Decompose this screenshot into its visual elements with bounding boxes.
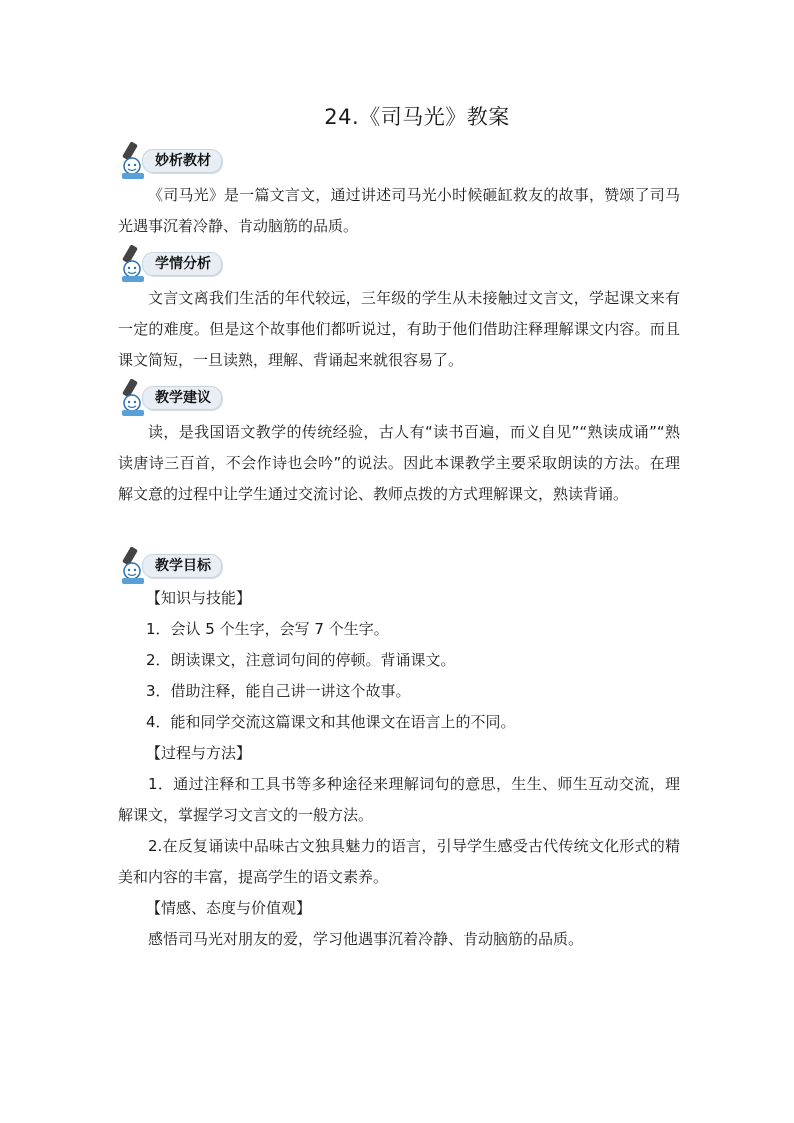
list-item: 4．能和同学交流这篇课文和其他课文在语言上的不同。 bbox=[146, 713, 516, 731]
list-item: 感悟司马光对朋友的爱，学习他遇事沉着冷静、肯动脑筋的品质。 bbox=[148, 930, 584, 948]
section-header bbox=[118, 142, 680, 176]
subhead-knowledge: 【知识与技能】 bbox=[146, 589, 252, 607]
list-item: 1．通过注释和工具书等多种途径来理解词句的意思，生生、师生互动交流，理解课文，掌握学习文言文的一般方法。 bbox=[118, 775, 680, 824]
subhead-emotion: 【情感、态度与价值观】 bbox=[146, 899, 312, 917]
section-advice bbox=[118, 379, 680, 510]
section-header bbox=[118, 547, 680, 581]
list-item: 2.在反复诵读中品味古文独具魅力的语言，引导学生感受古代传统文化形式的精美和内容的丰富，提高学生的语文素养。 bbox=[118, 837, 680, 886]
section-goals bbox=[118, 547, 680, 955]
section-text: 《司马光》是一篇文言文，通过讲述司马光小时候砸缸救友的故事，赞颂了司马光遇事沉着冷静、肯动脑筋的品质。 bbox=[118, 186, 680, 235]
section-heading: 妙析教材 bbox=[142, 149, 222, 173]
subhead-process: 【过程与方法】 bbox=[146, 744, 252, 762]
list-item: 2．朗读课文，注意词句间的停顿。背诵课文。 bbox=[146, 651, 456, 669]
section-analysis bbox=[118, 142, 680, 242]
list-item: 1．会认 5 个生字，会写 7 个生字。 bbox=[146, 620, 389, 638]
list-item: 3．借助注释，能自己讲一讲这个故事。 bbox=[146, 682, 411, 700]
section-header bbox=[118, 245, 680, 279]
section-heading: 学情分析 bbox=[142, 252, 222, 276]
section-header bbox=[118, 379, 680, 413]
section-text: 读，是我国语文教学的传统经验，古人有“读书百遍，而义自见”“熟读成诵”“熟读唐诗三百首，不会作诗也会吟”的说法。因此本课教学主要采取朗读的方法。在理解文意的过程中让学生通过交流讨论、教师点拨的方式理解课文，熟读背诵。 bbox=[118, 423, 680, 503]
section-students bbox=[118, 245, 680, 376]
document-title: 24.《司马光》教案 bbox=[324, 105, 510, 129]
section-heading: 教学建议 bbox=[142, 386, 222, 410]
section-text: 文言文离我们生活的年代较远，三年级的学生从未接触过文言文，学起课文来有一定的难度。但是这个故事他们都听说过，有助于他们借助注释理解课文内容。而且课文简短，一旦读熟，理解、背诵起来就很容易了。 bbox=[118, 289, 680, 369]
section-heading: 教学目标 bbox=[142, 554, 222, 578]
